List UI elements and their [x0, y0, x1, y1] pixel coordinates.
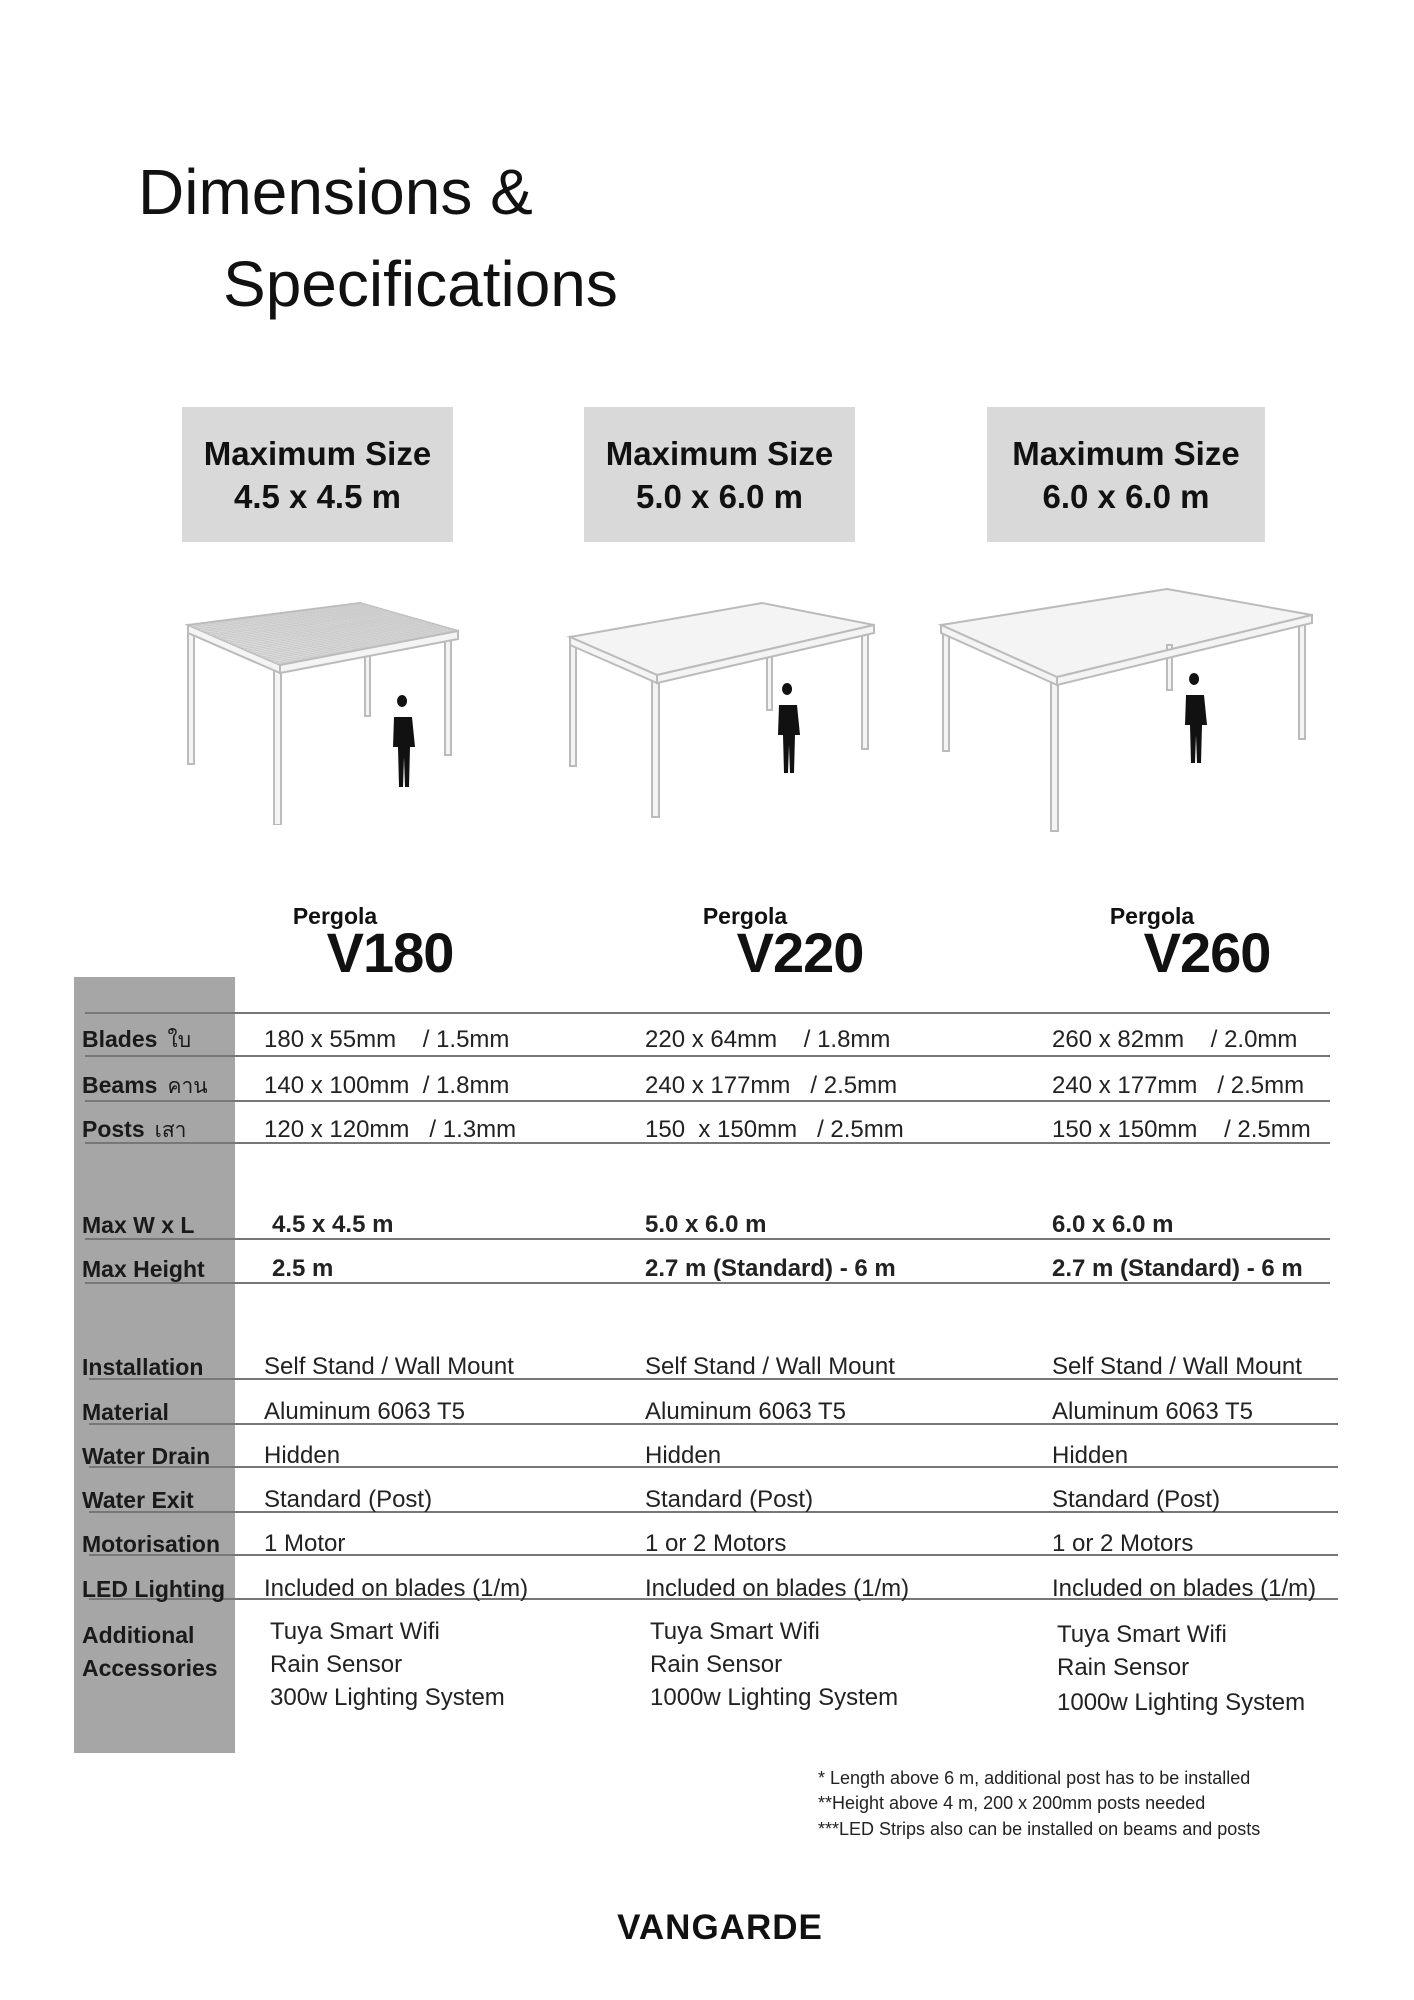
spec-value: Hidden — [264, 1442, 341, 1469]
spec-value: Included on blades (1/m) — [1052, 1575, 1317, 1602]
spec-value: 2.7 m (Standard) - 6 m — [645, 1255, 896, 1282]
accessories-label-line1: Additional — [82, 1622, 195, 1648]
spec-value: 140 x 100mm / 1.8mm — [264, 1072, 510, 1099]
footnote-1: * Length above 6 m, additional post has to be installed — [818, 1768, 1251, 1788]
row-label-text: LED Lighting — [82, 1576, 226, 1602]
row-label-text: Max Height — [82, 1256, 205, 1282]
max-size-value: 4.5 x 4.5 m — [234, 477, 401, 515]
row-label — [82, 1209, 194, 1241]
spec-value: 180 x 55mm / 1.5mm — [264, 1026, 510, 1053]
row-label-thai: คาน — [167, 1075, 208, 1098]
model-heading-v220 — [650, 903, 950, 984]
spec-value: 2.5 m — [272, 1255, 334, 1282]
row-label — [82, 1573, 225, 1605]
max-size-box-v260 — [987, 407, 1265, 542]
max-size-heading: Maximum Size — [605, 434, 834, 472]
accessory-item: Tuya Smart Wifi — [650, 1618, 820, 1645]
page-title-line1: Dimensions & — [138, 156, 533, 228]
spec-value: Included on blades (1/m) — [264, 1575, 529, 1602]
model-code: V180 — [326, 921, 454, 984]
pergola-v220-illustration — [562, 595, 882, 825]
model-heading-v260 — [1057, 903, 1357, 984]
max-size-value: 6.0 x 6.0 m — [1042, 477, 1210, 515]
row-label-text: Water Drain — [82, 1443, 211, 1469]
spec-value: 1 or 2 Motors — [645, 1530, 787, 1557]
row-divider — [85, 1100, 1330, 1102]
spec-value: 150 x 150mm / 2.5mm — [1052, 1116, 1311, 1143]
row-label-text: Installation — [82, 1354, 204, 1380]
row-label-text: Max W x L — [82, 1212, 195, 1238]
model-prefix: Pergola — [292, 903, 378, 929]
max-size-value: 5.0 x 6.0 m — [636, 477, 803, 515]
row-label-thai: ใบ — [167, 1029, 192, 1052]
spec-value: Aluminum 6063 T5 — [1052, 1398, 1253, 1425]
accessories-label — [82, 1619, 218, 1685]
accessory-item: 1000w Lighting System — [1057, 1689, 1306, 1716]
model-prefix: Pergola — [1109, 903, 1195, 929]
row-divider — [85, 1012, 1330, 1014]
spec-value: 1 or 2 Motors — [1052, 1530, 1194, 1557]
accessory-item: 1000w Lighting System — [650, 1684, 899, 1711]
person-silhouette-icon — [778, 683, 800, 773]
spec-value: Hidden — [645, 1442, 722, 1469]
row-label-text: Posts — [82, 1116, 145, 1142]
spec-value: Aluminum 6063 T5 — [645, 1398, 846, 1425]
accessory-item: 300w Lighting System — [270, 1684, 505, 1711]
accessory-item: Tuya Smart Wifi — [1057, 1621, 1227, 1648]
pergola-v260-illustration — [937, 585, 1317, 840]
pergola-v180-illustration — [180, 595, 470, 825]
spec-value: 4.5 x 4.5 m — [272, 1211, 394, 1238]
row-label — [82, 1440, 210, 1472]
spec-value: Standard (Post) — [1052, 1486, 1221, 1513]
row-label — [82, 1069, 208, 1103]
spec-value: 120 x 120mm / 1.3mm — [264, 1116, 517, 1143]
row-label-text: Material — [82, 1399, 169, 1425]
spec-value: 6.0 x 6.0 m — [1052, 1211, 1174, 1238]
model-code: V260 — [1143, 921, 1271, 984]
model-prefix: Pergola — [702, 903, 788, 929]
row-label — [82, 1528, 220, 1560]
spec-value: 2.7 m (Standard) - 6 m — [1052, 1255, 1303, 1282]
row-label-text: Blades — [82, 1026, 158, 1052]
max-size-heading: Maximum Size — [203, 434, 432, 472]
spec-value: 5.0 x 6.0 m — [645, 1211, 767, 1238]
row-label-text: Water Exit — [82, 1487, 194, 1513]
spec-value: Self Stand / Wall Mount — [645, 1353, 895, 1380]
spec-value: Aluminum 6063 T5 — [264, 1398, 465, 1425]
spec-value: Self Stand / Wall Mount — [1052, 1353, 1302, 1380]
max-size-heading: Maximum Size — [1012, 434, 1240, 472]
footnote-3: ***LED Strips also can be installed on beams and posts — [818, 1819, 1261, 1839]
accessory-item: Tuya Smart Wifi — [270, 1618, 440, 1645]
row-divider — [85, 1055, 1330, 1057]
spec-value: Self Stand / Wall Mount — [264, 1353, 514, 1380]
spec-value: Included on blades (1/m) — [645, 1575, 910, 1602]
spec-value: Standard (Post) — [264, 1486, 433, 1513]
model-heading-v180 — [240, 903, 540, 984]
accessory-item: Rain Sensor — [1057, 1654, 1190, 1681]
accessory-item: Rain Sensor — [650, 1651, 783, 1678]
accessories-label-line2: Accessories — [82, 1655, 218, 1681]
max-size-box-v180 — [182, 407, 453, 542]
row-label — [82, 1253, 205, 1285]
max-size-box-v220 — [584, 407, 855, 542]
row-label-thai: เสา — [154, 1119, 187, 1142]
person-silhouette-icon — [393, 695, 415, 787]
row-label — [82, 1023, 191, 1057]
spec-value: Standard (Post) — [645, 1486, 814, 1513]
spec-value: 1 Motor — [264, 1530, 346, 1557]
model-code: V220 — [736, 921, 864, 984]
row-label — [82, 1113, 186, 1147]
footnote-2: **Height above 4 m, 200 x 200mm posts needed — [818, 1793, 1206, 1813]
spec-value: 240 x 177mm / 2.5mm — [1052, 1072, 1305, 1099]
spec-value: Hidden — [1052, 1442, 1129, 1469]
spec-value: 150 x 150mm / 2.5mm — [645, 1116, 904, 1143]
spec-value: 240 x 177mm / 2.5mm — [645, 1072, 898, 1099]
spec-value: 220 x 64mm / 1.8mm — [645, 1026, 891, 1053]
brand-logo: VANGARDE — [617, 1908, 823, 1947]
row-label — [82, 1351, 203, 1383]
row-label-text: Beams — [82, 1072, 158, 1098]
spec-value: 260 x 82mm / 2.0mm — [1052, 1026, 1298, 1053]
accessory-item: Rain Sensor — [270, 1651, 403, 1678]
page-title-line2: Specifications — [223, 248, 618, 320]
row-label — [82, 1484, 194, 1516]
row-label-text: Motorisation — [82, 1531, 220, 1557]
row-label — [82, 1396, 169, 1428]
person-silhouette-icon — [1185, 673, 1207, 763]
